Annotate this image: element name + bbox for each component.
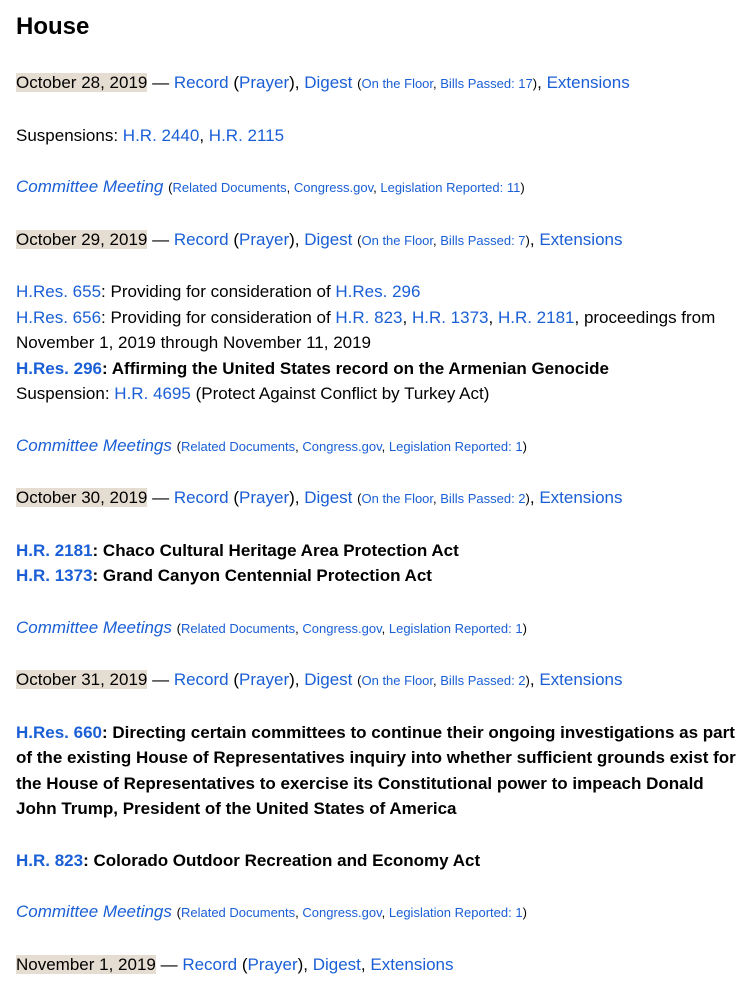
record-link[interactable]: Record xyxy=(173,488,229,507)
legislation-reported-link[interactable]: Legislation Reported: 1 xyxy=(388,438,523,454)
congress-gov-link[interactable]: Congress.gov xyxy=(302,438,382,454)
bills-passed-link[interactable]: Bills Passed: 17 xyxy=(440,76,533,91)
date-label: November 1, 2019 xyxy=(16,954,156,974)
bill-link[interactable]: H.R. 2440 xyxy=(122,125,200,145)
bill-link[interactable]: H.R. 2181 xyxy=(16,540,93,560)
day-section-oct-28 xyxy=(16,70,745,201)
extensions-link[interactable]: Extensions xyxy=(546,73,630,92)
bill-line: H.Res. 660: Directing certain committees to continue their ongoing investigations as part of the existing House of Representatives inquiry into whether sufficient grounds exist for the House of Representatives to exercise its Constitutional power to impeach Donald John Trump, President of the United States of America xyxy=(16,722,736,818)
bill-link[interactable]: H.R. 823 xyxy=(335,307,403,327)
extensions-link[interactable]: Extensions xyxy=(539,229,623,249)
suspension-line: Suspension: H.R. 4695 (Protect Against Conflict by Turkey Act) xyxy=(16,384,490,403)
bill-line: H.Res. 655: Providing for consideration of H.Res. 296 xyxy=(16,282,421,301)
on-the-floor-link[interactable]: On the Floor xyxy=(361,232,434,248)
bill-link[interactable]: H.R. 4695 xyxy=(114,384,191,403)
extensions-link[interactable]: Extensions xyxy=(370,954,454,974)
congress-gov-link[interactable]: Congress.gov xyxy=(293,180,374,195)
related-documents-link[interactable]: Related Documents xyxy=(172,180,287,195)
bill-link[interactable]: H.Res. 296 xyxy=(16,358,102,378)
legislation-reported-link[interactable]: Legislation Reported: 1 xyxy=(388,620,523,636)
prayer-link[interactable]: Prayer xyxy=(247,954,298,974)
day-header: November 1, 2019 — Record (Prayer), Digest, Extensions xyxy=(16,954,454,974)
suspensions-line: Suspensions: H.R. 2440, H.R. 2115 xyxy=(16,125,285,145)
day-section-nov-1 xyxy=(16,952,745,978)
bill-link[interactable]: H.Res. 655 xyxy=(16,282,102,301)
bill-line: H.R. 823: Colorado Outdoor Recreation and Economy Act xyxy=(16,850,481,870)
date-label: October 31, 2019 xyxy=(16,670,148,689)
day-header: October 29, 2019 — Record (Prayer), Digest (On the Floor, Bills Passed: 7), Extensions xyxy=(16,229,623,249)
page-title: House xyxy=(16,13,90,40)
day-header: October 31, 2019 — Record (Prayer), Digest (On the Floor, Bills Passed: 2), Extensions xyxy=(16,670,623,689)
committee-meetings-link[interactable]: Committee Meetings xyxy=(16,902,172,921)
on-the-floor-link[interactable]: On the Floor xyxy=(361,673,434,688)
bill-line: H.Res. 656: Providing for consideration of H.R. 823, H.R. 1373, H.R. 2181, proceedings from November 1, 2019 through November 11, 2019 xyxy=(16,307,716,352)
prayer-link[interactable]: Prayer xyxy=(239,73,290,92)
committee-meeting-link[interactable]: Committee Meeting xyxy=(16,177,164,196)
digest-link[interactable]: Digest xyxy=(312,954,361,974)
bills-passed-link[interactable]: Bills Passed: 2 xyxy=(440,673,526,688)
committee-line: Committee Meetings (Related Documents, Congress.gov, Legislation Reported: 1) xyxy=(16,617,527,637)
extensions-link[interactable]: Extensions xyxy=(539,670,623,689)
record-link[interactable]: Record xyxy=(173,670,229,689)
related-documents-link[interactable]: Related Documents xyxy=(180,905,296,920)
congress-gov-link[interactable]: Congress.gov xyxy=(302,905,382,920)
committee-line: Committee Meetings (Related Documents, Congress.gov, Legislation Reported: 1) xyxy=(16,902,527,921)
related-documents-link[interactable]: Related Documents xyxy=(180,438,296,454)
committee-meetings-link[interactable]: Committee Meetings xyxy=(16,435,172,455)
bill-link[interactable]: H.R. 1373 xyxy=(16,566,93,585)
prayer-link[interactable]: Prayer xyxy=(239,229,290,249)
bill-line: H.R. 1373: Grand Canyon Centennial Protection Act xyxy=(16,566,432,585)
congress-gov-link[interactable]: Congress.gov xyxy=(302,620,382,636)
legislation-reported-link[interactable]: Legislation Reported: 11 xyxy=(380,180,521,195)
digest-link[interactable]: Digest xyxy=(304,229,353,249)
extensions-link[interactable]: Extensions xyxy=(539,488,623,507)
committee-line: Committee Meetings (Related Documents, Congress.gov, Legislation Reported: 1) xyxy=(16,435,527,455)
bill-link[interactable]: H.R. 1373 xyxy=(411,307,489,327)
record-link[interactable]: Record xyxy=(173,229,229,249)
record-link[interactable]: Record xyxy=(182,954,238,974)
bill-link[interactable]: H.R. 2181 xyxy=(497,307,575,327)
record-link[interactable]: Record xyxy=(173,73,229,92)
digest-link[interactable]: Digest xyxy=(304,73,353,92)
day-section-oct-31 xyxy=(16,667,745,926)
committee-line: Committee Meeting (Related Documents, Congress.gov, Legislation Reported: 11) xyxy=(16,177,525,196)
related-documents-link[interactable]: Related Documents xyxy=(180,620,296,636)
bill-link[interactable]: H.R. 823 xyxy=(16,850,84,870)
bill-line: H.R. 2181: Chaco Cultural Heritage Area Protection Act xyxy=(16,540,459,560)
bills-passed-link[interactable]: Bills Passed: 2 xyxy=(440,491,526,506)
on-the-floor-link[interactable]: On the Floor xyxy=(361,76,434,91)
date-label: October 28, 2019 xyxy=(16,73,148,92)
committee-meetings-link[interactable]: Committee Meetings xyxy=(16,617,172,637)
day-section-oct-30 xyxy=(16,485,745,641)
bill-link[interactable]: H.R. 2115 xyxy=(208,125,285,145)
day-header: October 28, 2019 — Record (Prayer), Digest (On the Floor, Bills Passed: 17), Extensions xyxy=(16,73,630,92)
bill-link[interactable]: H.Res. 656 xyxy=(16,307,102,327)
on-the-floor-link[interactable]: On the Floor xyxy=(361,491,434,506)
bill-link[interactable]: H.Res. 296 xyxy=(335,282,421,301)
digest-link[interactable]: Digest xyxy=(304,488,353,507)
day-header: October 30, 2019 — Record (Prayer), Digest (On the Floor, Bills Passed: 2), Extensions xyxy=(16,488,623,507)
bill-line: H.Res. 296: Affirming the United States record on the Armenian Genocide xyxy=(16,358,609,378)
digest-link[interactable]: Digest xyxy=(304,670,353,689)
prayer-link[interactable]: Prayer xyxy=(239,488,290,507)
date-label: October 30, 2019 xyxy=(16,488,148,507)
prayer-link[interactable]: Prayer xyxy=(239,670,290,689)
date-label: October 29, 2019 xyxy=(16,229,148,249)
legislation-reported-link[interactable]: Legislation Reported: 1 xyxy=(388,905,523,920)
bill-link[interactable]: H.Res. 660 xyxy=(16,722,102,742)
day-section-oct-29 xyxy=(16,227,745,460)
bills-passed-link[interactable]: Bills Passed: 7 xyxy=(440,232,526,248)
